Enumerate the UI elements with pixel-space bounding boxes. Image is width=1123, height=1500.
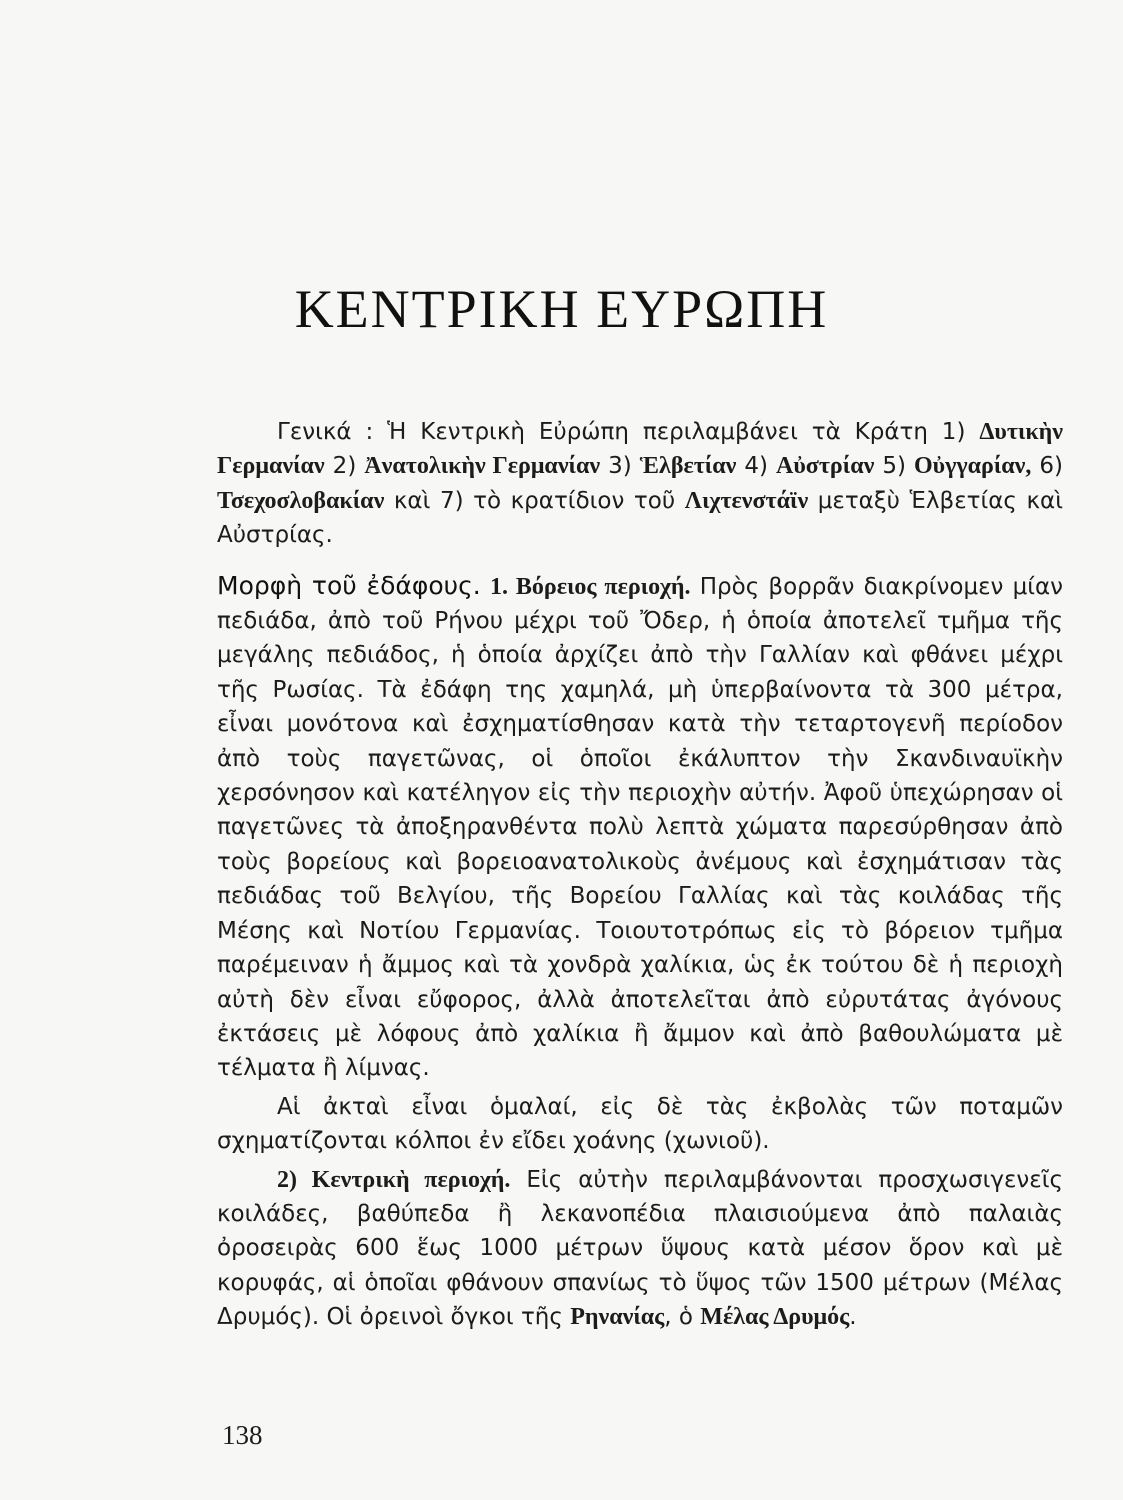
general-sep-5: 5): [874, 453, 914, 480]
country-5: Οὐγγαρίαν,: [914, 453, 1032, 480]
country-3: Ἑλβετίαν: [639, 453, 737, 480]
page-number: 138: [222, 1420, 263, 1450]
general-sep-3: 3): [600, 453, 640, 480]
country-2: Ἀνατολικὴν Γερμανίαν: [364, 453, 601, 480]
country-7: Λιχτενστάϊν: [684, 487, 809, 514]
section-heading: Μορφὴ τοῦ ἐδάφους.: [217, 570, 481, 600]
general-sep-4: 4): [736, 453, 777, 480]
page-title: ΚΕΝΤΡΙΚΗ ΕΥΡΩΠΗ: [294, 279, 829, 339]
paragraph-coasts: Αἱ ἀκταὶ εἶναι ὁμαλαί, εἰς δὲ τὰς ἐκβολὰς τῶν ποταμῶν σχηματίζονται κόλποι ἐν εἴδει χοάνης (χωνιοῦ).: [217, 1093, 1063, 1155]
region-black-forest: Μέλας Δρυμός: [700, 1304, 850, 1331]
central-text: Εἰς αὐτὴν περιλαμβάνονται προσχωσιγενεῖς κοιλάδες, βαθύπεδα ἢ λεκανοπέδια πλαισιούμενα ἀπὸ παλαιὰς ὀροσειρὰς 600 ἕως 1000 μέτρων ὕψους κατὰ μέσον ὅρον καὶ μὲ κορυφάς, αἱ ὁποῖαι φθάνουν σπανίως τὸ ὕψος τῶν 1500 μέτρων (Μέλας Δρυμός). Οἱ ὀρεινοὶ ὄγκοι τῆς: [217, 1166, 1063, 1331]
body-text: [217, 415, 1063, 1335]
general-sep-2: 2): [324, 453, 365, 480]
subheading-central: 2) Κεντρικὴ περιοχή.: [277, 1166, 511, 1193]
subheading-north: 1. Βόρειος περιοχή.: [489, 573, 691, 600]
paragraph-central: [217, 1163, 1063, 1335]
central-mid: , ὁ: [664, 1304, 701, 1331]
general-lead: Γενικά : Ἡ Κεντρικὴ Εὐρώπη περιλαμβάνει τὰ Κράτη 1): [277, 419, 980, 445]
country-4: Αὐστρίαν: [776, 453, 875, 480]
country-1: Δυτικὴν Γερμανίαν: [217, 419, 1063, 480]
paragraph-relief: [217, 569, 1063, 1086]
paragraph-general: [217, 415, 1063, 553]
country-6: Τσεχοσλοβακίαν: [217, 487, 385, 514]
general-sep-6: 6): [1031, 453, 1064, 480]
general-tail: μεταξὺ Ἑλβετίας καὶ Αὐστρίας.: [217, 487, 1063, 549]
relief-text: Πρὸς βορρᾶν διακρίνομεν μίαν πεδιάδα, ἀπὸ τοῦ Ρήνου μέχρι τοῦ Ὄδερ, ἡ ὁποία ἀποτελεῖ τμῆμα τῆς μεγάλης πεδιάδος, ἡ ὁποία ἀρχίζει ἀπὸ τὴν Γαλλίαν καὶ φθάνει μέχρι τῆς Ρωσίας. Τὰ ἐδάφη της χαμηλά, μὴ ὑπερβαίνοντα τὰ 300 μέτρα, εἶναι μονότονα καὶ ἐσχηματίσθησαν κατὰ τὴν τεταρτογενῆ περίοδον ἀπὸ τοὺς παγετῶνας, οἱ ὁποῖοι ἐκάλυπτον τὴν Σκανδιναυϊκὴν χερσόνησον καὶ κατέληγον εἰς τὴν περιοχὴν αὐτήν. Ἀφοῦ ὑπεχώρησαν οἱ παγετῶνες τὰ ἀποξηρανθέντα πολὺ λεπτὰ χώματα παρεσύρθησαν ἀπὸ τοὺς βορείους καὶ βορειοανατολικοὺς ἀνέμους καὶ ἐσχημάτισαν τὰς πεδιάδας τοῦ Βελγίου, τῆς Βορείου Γαλλίας καὶ τὰς κοιλάδας τῆς Μέσης καὶ Νοτίου Γερμανίας. Τοιουτοτρόπως εἰς τὸ βόρειον τμῆμα παρέμειναν ἡ ἄμμος καὶ τὰ χονδρὰ χαλίκια, ὡς ἐκ τούτου δὲ ἡ περιοχὴ αὐτὴ δὲν εἶναι εὔφορος, ἀλλὰ ἀποτελεῖται ἀπὸ εὐρυτάτας ἀγόνους ἐκτάσεις μὲ λόφους ἀπὸ χαλίκια ἢ ἄμμον καὶ ἀπὸ βαθουλώματα μὲ τέλματα ἢ λίμνας.: [217, 573, 1063, 1082]
central-end: .: [849, 1304, 857, 1331]
region-rhineland: Ρηνανίας: [570, 1304, 665, 1331]
general-sep-7: καὶ 7) τὸ κρατίδιον τοῦ: [384, 487, 685, 514]
